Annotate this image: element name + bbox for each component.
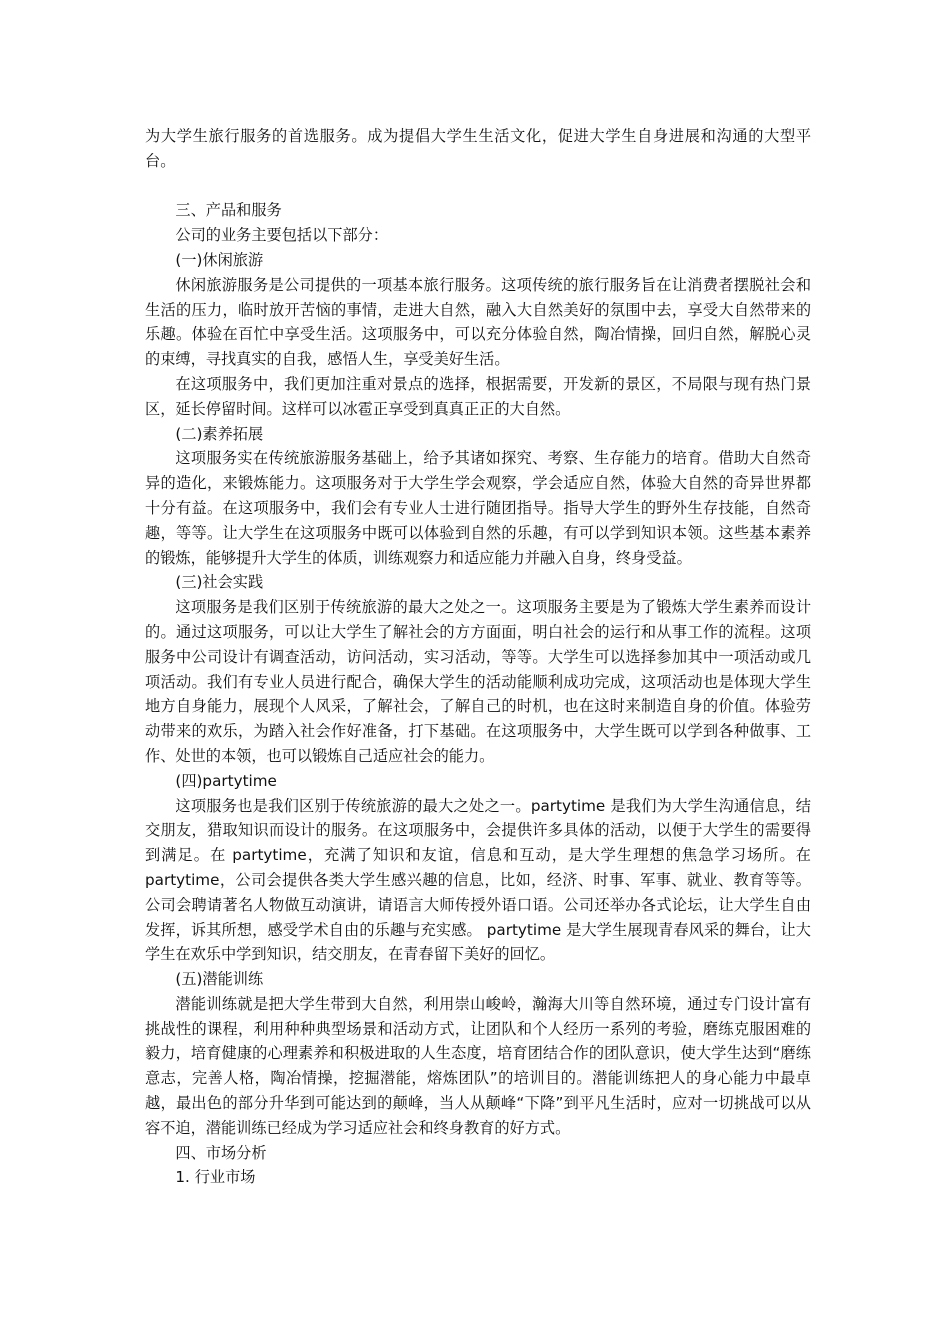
subheading-partytime: (四)partytime (175, 771, 277, 790)
paragraph-leisure-travel-2: 在这项服务中，我们更加注重对景点的选择，根据需要，开发新的景区，不局限与现有热门景区，延长停留时间。这样可以冰雹正享受到真真正正的大自然。 (145, 374, 811, 418)
intro-paragraph: 为大学生旅行服务的首选服务。成为提倡大学生生活文化，促进大学生自身进展和沟通的大型平台。 (145, 127, 811, 170)
subheading-social-practice: (三)社会实践 (175, 573, 264, 592)
paragraph-social-practice: 这项服务是我们区别于传统旅游的最大之处之一。这项服务主要是为了锻炼大学生素养而设计的。通过这项服务，可以让大学生了解社会的方方面面，明白社会的运行和从事工作的流程。这项服务中公司设计有调查活动，访问活动，实习活动，等等。大学生可以选择参加其中一项活动或几项活动。我们有专业人员进行配合，确保大学生的活动能顺利成功完成，这项活动也是体现大学生地方自身能力，展现个人风采，了解社会，了解自己的时机，也在这时来制造自身的价值。体验劳动带来的欢乐，为踏入社会作好准备，打下基础。在这项服务中，大学生既可以学到各种做事、工作、处世的本领，也可以锻炼自己适应社会的能力。 (145, 598, 811, 765)
section-heading-products: 三、产品和服务 (175, 201, 282, 220)
section-lead: 公司的业务主要包括以下部分： (175, 226, 389, 245)
subheading-leisure-travel: (一)休闲旅游 (175, 250, 264, 269)
section-heading-market-analysis: 四、市场分析 (175, 1143, 267, 1162)
subheading-potential-training: (五)潜能训练 (175, 970, 264, 989)
paragraph-potential-training: 潜能训练就是把大学生带到大自然，利用崇山峻岭，瀚海大川等自然环境，通过专门设计富有挑战性的课程，利用种种典型场景和活动方式，让团队和个人经历一系列的考验，磨练克服困难的毅力，培育健康的心理素养和积极进取的人生态度，培育团结合作的团队意识，使大学生达到“磨练意志，完善人格，陶冶情操，挖掘潜能，熔炼团队”的培训目的。潜能训练把人的身心能力中最卓越，最出色的部分升华到可能达到的颠峰，当人从颠峰“下降”到平凡生活时，应对一切挑战可以从容不迫，潜能训练已经成为学习适应社会和终身教育的好方式。 (145, 994, 811, 1137)
blank-line (145, 174, 811, 199)
subheading-quality-expansion: (二)素养拓展 (175, 424, 264, 443)
paragraph-quality-expansion: 这项服务实在传统旅游服务基础上，给予其诸如探究、考察、生存能力的培育。借助大自然奇异的造化，来锻炼能力。这项服务对于大学生学会观察，学会适应自然，体验大自然的奇异世界都十分有益。在这项服务中，我们会有专业人士进行随团指导。指导大学生的野外生存技能，自然奇趣，等等。让大学生在这项服务中既可以体验到自然的乐趣，有可以学到知识本领。这些基本素养的锻炼，能够提升大学生的体质，训练观察力和适应能力并融入自身，终身受益。 (145, 449, 811, 567)
subheading-industry-market: 1. 行业市场 (175, 1168, 256, 1187)
document-page (145, 124, 811, 1190)
paragraph-partytime: 这项服务也是我们区别于传统旅游的最大之处之一。partytime 是我们为大学生沟通信息，结交朋友，猎取知识而设计的服务。在这项服务中，会提供许多具体的活动，以便于大学生的需要得到满足。在 partytime，充满了知识和友谊，信息和互动，是大学生理想的焦急学习场所。在 partytime，公司会提供各类大学生感兴趣的信息，比如，经济、时事、军事、就业、教育等等。公司会聘请著名人物做互动演讲，请语言大师传授外语口语。公司还举办各式论坛，让大学生自由发挥，诉其所想，感受学术自由的乐趣与充实感。 partytime 是大学生展现青春风采的舞台，让大学生在欢乐中学到知识，结交朋友，在青春留下美好的回忆。 (145, 796, 811, 964)
paragraph-leisure-travel-1: 休闲旅游服务是公司提供的一项基本旅行服务。这项传统的旅行服务旨在让消费者摆脱社会和生活的压力，临时放开苦恼的事情，走进大自然，融入大自然美好的氛围中去，享受大自然带来的乐趣。体验在百忙中享受生活。这项服务中，可以充分体验自然，陶冶情操，回归自然，解脱心灵的束缚，寻找真实的自我，感悟人生，享受美好生活。 (145, 275, 811, 369)
